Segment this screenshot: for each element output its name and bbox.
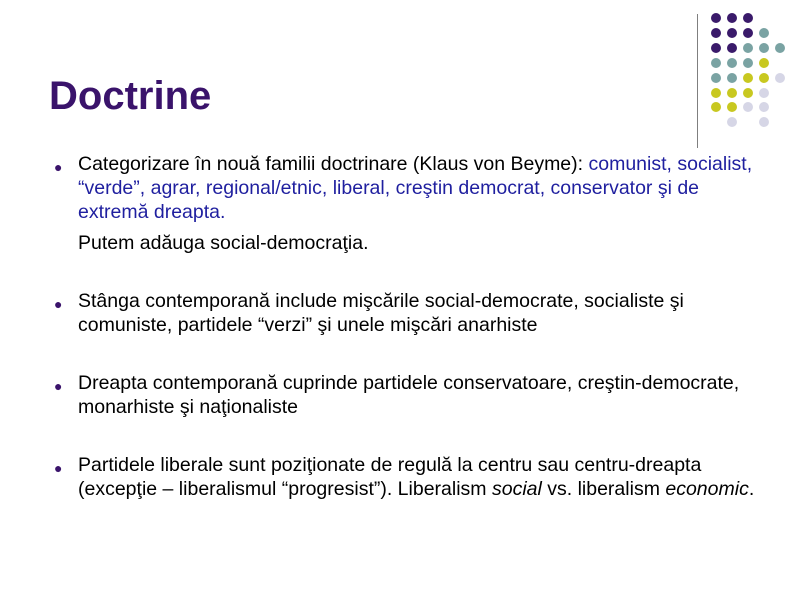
dot xyxy=(759,58,769,68)
dot xyxy=(727,117,737,127)
dot xyxy=(775,43,785,53)
dot xyxy=(759,102,769,112)
dot xyxy=(711,43,721,53)
dot xyxy=(743,88,753,98)
dot xyxy=(711,88,721,98)
slide-title: Doctrine xyxy=(49,74,212,118)
bullet-text: Dreapta contemporană cuprinde partidele conservatoare, creştin-democrate, monarhiste şi naţionaliste xyxy=(78,372,740,418)
bullet-item xyxy=(50,453,770,501)
dot xyxy=(711,58,721,68)
dot xyxy=(711,73,721,83)
bullet-text: Categorizare în nouă familii doctrinare (Klaus von Beyme): xyxy=(78,153,584,175)
dot xyxy=(775,73,785,83)
bullet-text-part: vs. liberalism xyxy=(541,478,666,500)
bullet-continuation xyxy=(50,231,770,255)
dot xyxy=(711,102,721,112)
bullet-item xyxy=(50,371,770,419)
dot xyxy=(727,28,737,38)
dot xyxy=(759,117,769,127)
dot xyxy=(743,13,753,23)
bullet-extra-text: Putem adăuga social-democraţia. xyxy=(78,232,369,254)
dot xyxy=(743,58,753,68)
dot xyxy=(743,102,753,112)
bullet-text-part: . xyxy=(748,478,755,500)
bullet-item xyxy=(50,152,770,224)
dot xyxy=(727,13,737,23)
dot xyxy=(727,73,737,83)
bullet-icon: ● xyxy=(54,296,63,312)
dot xyxy=(727,43,737,53)
dot xyxy=(743,73,753,83)
bullet-text-part: Partidele liberale sunt poziţionate de regulă la centru sau centru-dreapta (excepţie – liberalismul “progresist”). Liberalism xyxy=(78,454,702,500)
dot xyxy=(759,28,769,38)
bullet-emphasis: social xyxy=(491,478,542,500)
bullet-highlight: comunist, socialist, “verde”, agrar, regional/etnic, liberal, creştin democrat, conservator şi de extremă dreapta. xyxy=(78,153,753,223)
dot xyxy=(743,28,753,38)
dot xyxy=(759,43,769,53)
dot xyxy=(711,28,721,38)
bullet-text: Stânga contemporană include mişcările social-democrate, socialiste şi comuniste, partidele “verzi” şi unele mişcări anarhiste xyxy=(78,290,684,336)
dot xyxy=(759,88,769,98)
dot xyxy=(727,88,737,98)
bullet-icon: ● xyxy=(54,460,63,476)
bullet-emphasis: economic xyxy=(665,478,749,500)
dot xyxy=(727,58,737,68)
bullet-item xyxy=(50,289,770,337)
dot xyxy=(743,43,753,53)
bullet-icon: ● xyxy=(54,159,63,175)
dot xyxy=(727,102,737,112)
bullet-icon: ● xyxy=(54,378,63,394)
bullet-list xyxy=(50,152,770,501)
dot xyxy=(711,13,721,23)
dot xyxy=(759,73,769,83)
